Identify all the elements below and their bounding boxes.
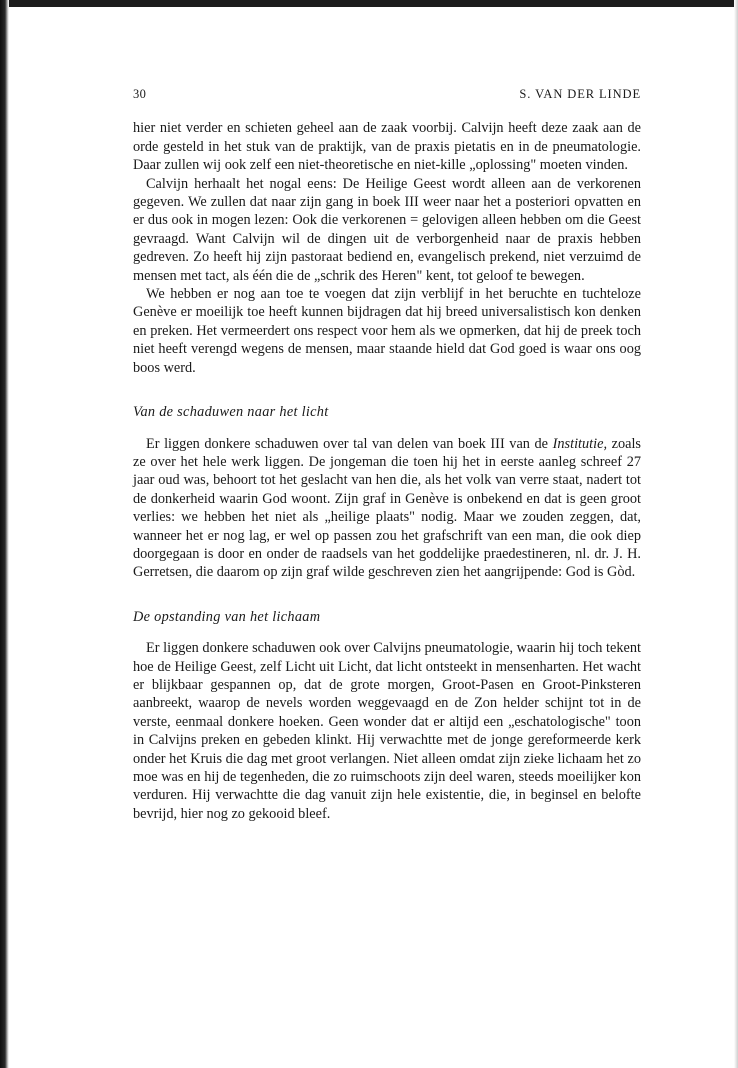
section-heading: Van de schaduwen naar het licht [133, 404, 329, 421]
section-body [133, 639, 641, 823]
section-heading: De opstanding van het lichaam [133, 608, 321, 625]
scan-border-left [0, 0, 9, 1068]
book-title-italic: Institutie, [552, 435, 608, 452]
section-body [133, 435, 641, 582]
paragraph-text: zoals ze over het hele werk liggen. De jongeman die toen hij het in eerste aanleg schreef 27 jaar oud was, behoort tot het geslacht van hen die, als het volk van verre staat, nadert tot de donkerheid waarin God woont. Zijn graf in Genève is onbekend en dat is geen groot verlies: we hebben het niet als „heilige plaats" nodig. Maar we zouden zeggen, dat, wanneer het er nog lag, er wel op passen zou het grafschrift van een man, die ook diep doorgegaan is door en onder de raadsels van het goddelijke praedestineren, nl. dr. J. H. Gerretsen, die daarom op zijn graf wilde geschreven zien het aangrijpende: God is Gòd. [133, 435, 641, 581]
paragraph: We hebben er nog aan toe te voegen dat zijn verblijf in het beruchte en tuchteloze Genève er moeilijk toe heeft kunnen bijdragen dat hij breed universalistisch kon denken en preken. Het vermeerdert ons respect voor hem als we opmerken, dat hij de preek toch niet heeft verengd wegens de mensen, maar staande hield dat God goed is waar ons oog boos werd. [133, 286, 641, 376]
running-head-author: S. VAN DER LINDE [519, 87, 641, 101]
paragraph [133, 435, 641, 582]
scan-border-top [0, 0, 738, 7]
book-page [133, 85, 641, 823]
paragraph: Er liggen donkere schaduwen ook over Calvijns pneumatologie, waarin hij toch tekent hoe de Heilige Geest, zelf Licht uit Licht, dat licht ontsteekt in mensenharten. Het wacht er blijkbaar gespannen op, dat de grote morgen, Groot-Pasen en Groot-Pinksteren aanbreekt, waarop de nevels worden weggevaagd en de Zon helder schijnt tot in de verste, eenmaal donkere hoeken. Geen wonder dat er altijd een „eschatologische" toon in Calvijns preken en gebeden klinkt. Hij verwachtte met de jonge gereformeerde kerk onder het Kruis die dag met groot verlangen. Niet alleen omdat zijn zieke lichaam het zo moe was en hij de tegenheden, die zo ruimschoots zijn deel waren, steeds moeilijker kon verduren. Hij verwachtte die dag vanuit zijn hele existentie, die, in beginsel en belofte bevrijd, hier nog zo gekooid bleef. [133, 640, 641, 822]
running-head [133, 85, 641, 103]
scan-border-right [734, 0, 738, 1068]
paragraph: Calvijn herhaalt het nogal eens: De Heilige Geest wordt alleen aan de verkorenen gegeven. We zullen dat naar zijn gang in boek III weer naar het a posteriori opvatten en er dus ook in mogen lezen: Ook die verkorenen = gelovigen alleen hebben om die Geest gevraagd. Want Calvijn wil de dingen uit de verborgenheid naar de praxis hebben gedreven. Zo heeft hij zijn pastoraat bediend en, evangelisch prekend, niet verzuimd de mensen met tact, als één die de „schrik des Heren" kent, tot geloof te bewegen. [133, 175, 641, 284]
page-number: 30 [133, 87, 147, 101]
paragraph-text: Er liggen donkere schaduwen over tal van delen van boek III van de [146, 435, 553, 452]
paragraph: hier niet verder en schieten geheel aan de zaak voorbij. Calvijn heeft deze zaak aan de orde gesteld in het stuk van de praktijk, van de praxis pietatis en in de pneumatologie. Daar zullen wij ook zelf een niet-theoretische en niet-kille „oplossing" moeten vinden. [133, 120, 641, 174]
intro-text [133, 119, 641, 377]
